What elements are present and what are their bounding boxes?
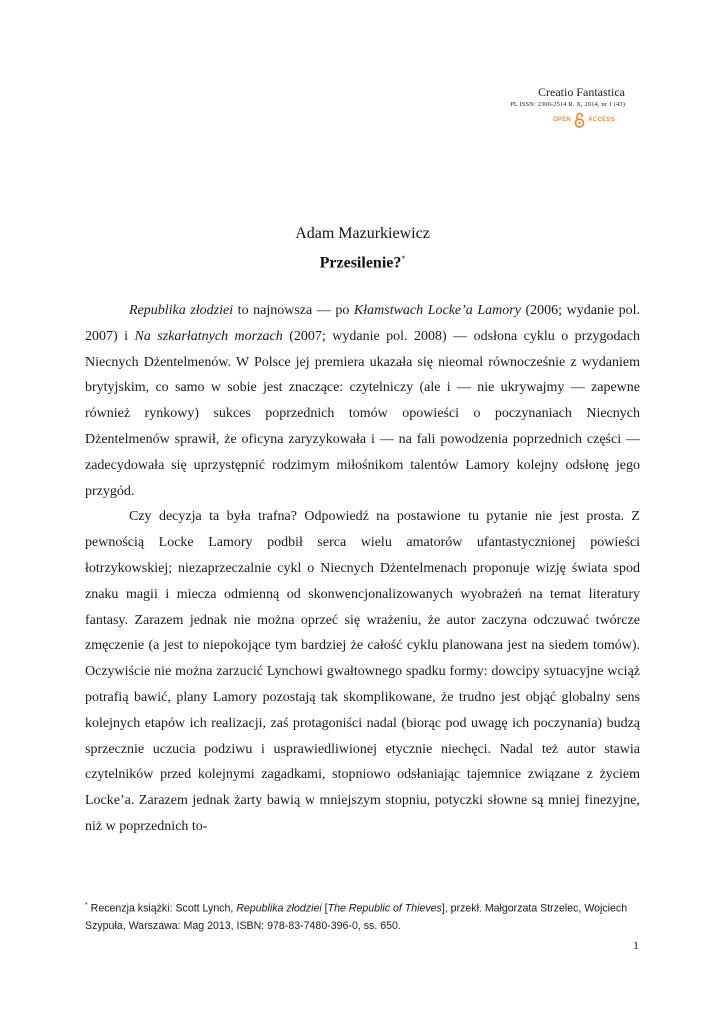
journal-header — [405, 84, 625, 128]
paragraph-text: to najnowsza — po — [233, 303, 354, 318]
paragraph-text: (2006; wydanie pol. 2007) i — [85, 303, 640, 344]
footnote — [85, 897, 640, 935]
title-footnote-mark: * — [401, 254, 406, 263]
book-title-italic: Kłamstwach Locke’a Lamory — [353, 303, 521, 318]
footnote-original-title: The Republic of Thieves — [327, 902, 442, 915]
paragraph-2: Czy decyzja ta była trafna? Odpowiedź na postawione tu pytanie nie jest prosta. Z pewnością Locke Lamory podbił serca wielu amatorów ufantastycznionej powieści łotrzykowskiej; niezaprzeczalnie cykl o Niecnych Dżentelmenach proponuje wizję świata spod znaku magii i miecza odmienną od skonwencjonalizowanych wyobrażeń na temat literatury fantasy. Zarazem jednak nie można oprzeć się wrażeniu, że autor zaczyna odczuwać twórcze zmęczenie (a jest to niepokojące tym bardziej że całość cyklu planowana jest na siedem tomów). Oczywiście nie można zarzucić Lynchowi gwałtownego spadku formy: dowcipy sytuacyjne wciąż potrafią bawić, plany Lamory pozostają tak skomplikowane, że trudno jest objąć globalny sens kolejnych etapów ich realizacji, zaś protagoniści nadal (biorąc pod uwagę ich poczynania) budzą sprzecznie uczucia podziwu i usprawiedliwionej etycznie niechęci. Nadal też autor stawia czytelników przed kolejnymi zagadkami, stopniowo odsłaniając tajemnice związane z życiem Locke’a. Zarazem jednak żarty bawią w mniejszym stopniu, potyczki słowne są mniej finezyjne, niż w poprzednich to- — [85, 509, 640, 834]
paragraph-1 — [85, 298, 640, 504]
open-access-lock-icon — [574, 112, 585, 128]
footnote-mark: * — [85, 902, 88, 909]
book-title-italic: Republika złodziei — [129, 303, 234, 318]
footnote-text: [ — [321, 902, 328, 915]
open-access-badge — [405, 112, 625, 128]
article-author: Adam Mazurkiewicz — [295, 225, 430, 242]
footnote-text: ], przekł. Małgorzata Strzelec, Wojciech Szypuła, Warszawa: Mag 2013, ISBN: 978-83-7480-396-0, ss. 650. — [85, 902, 628, 932]
article-title — [0, 254, 725, 272]
book-title-italic: Na szkarłatnych morzach — [134, 328, 283, 344]
footnote-book-title: Republika złodziei — [236, 902, 322, 915]
footnote-text: Recenzja książki: Scott Lynch, — [87, 902, 237, 915]
journal-title: Creatio Fantastica — [538, 85, 625, 99]
journal-issn: PL ISSN: 2300-2514 R. X, 2014, nr 1 (43) — [510, 101, 625, 108]
page-number: 1 — [633, 938, 639, 952]
open-access-open-label: OPEN — [552, 117, 572, 123]
paragraph-text: (2007; wydanie pol. 2008) — odsłona cyklu o przygodach Niecnych Dżentelmenów. W Polsce jej premiera ukazała się nieomal równocześnie z wydaniem brytyjskim, co samo w sobie jest znaczące: czytelniczy (ale i — nie ukrywajmy — zapewne również rynkowy) sukces poprzednich tomów opowieści o poczynaniach Niecnych Dżentelmenów sprawił, że oficyna zaryzykowała i — na fali powodzenia poprzednich części — zadecydowała się uprzystępnić rodzimym miłośnikom talentów Lamory kolejny odsłonę jego przygód. — [85, 328, 640, 499]
open-access-access-label: ACCESS — [588, 117, 615, 123]
article-body — [85, 298, 640, 840]
article-title-text: Przesilenie? — [319, 254, 402, 272]
